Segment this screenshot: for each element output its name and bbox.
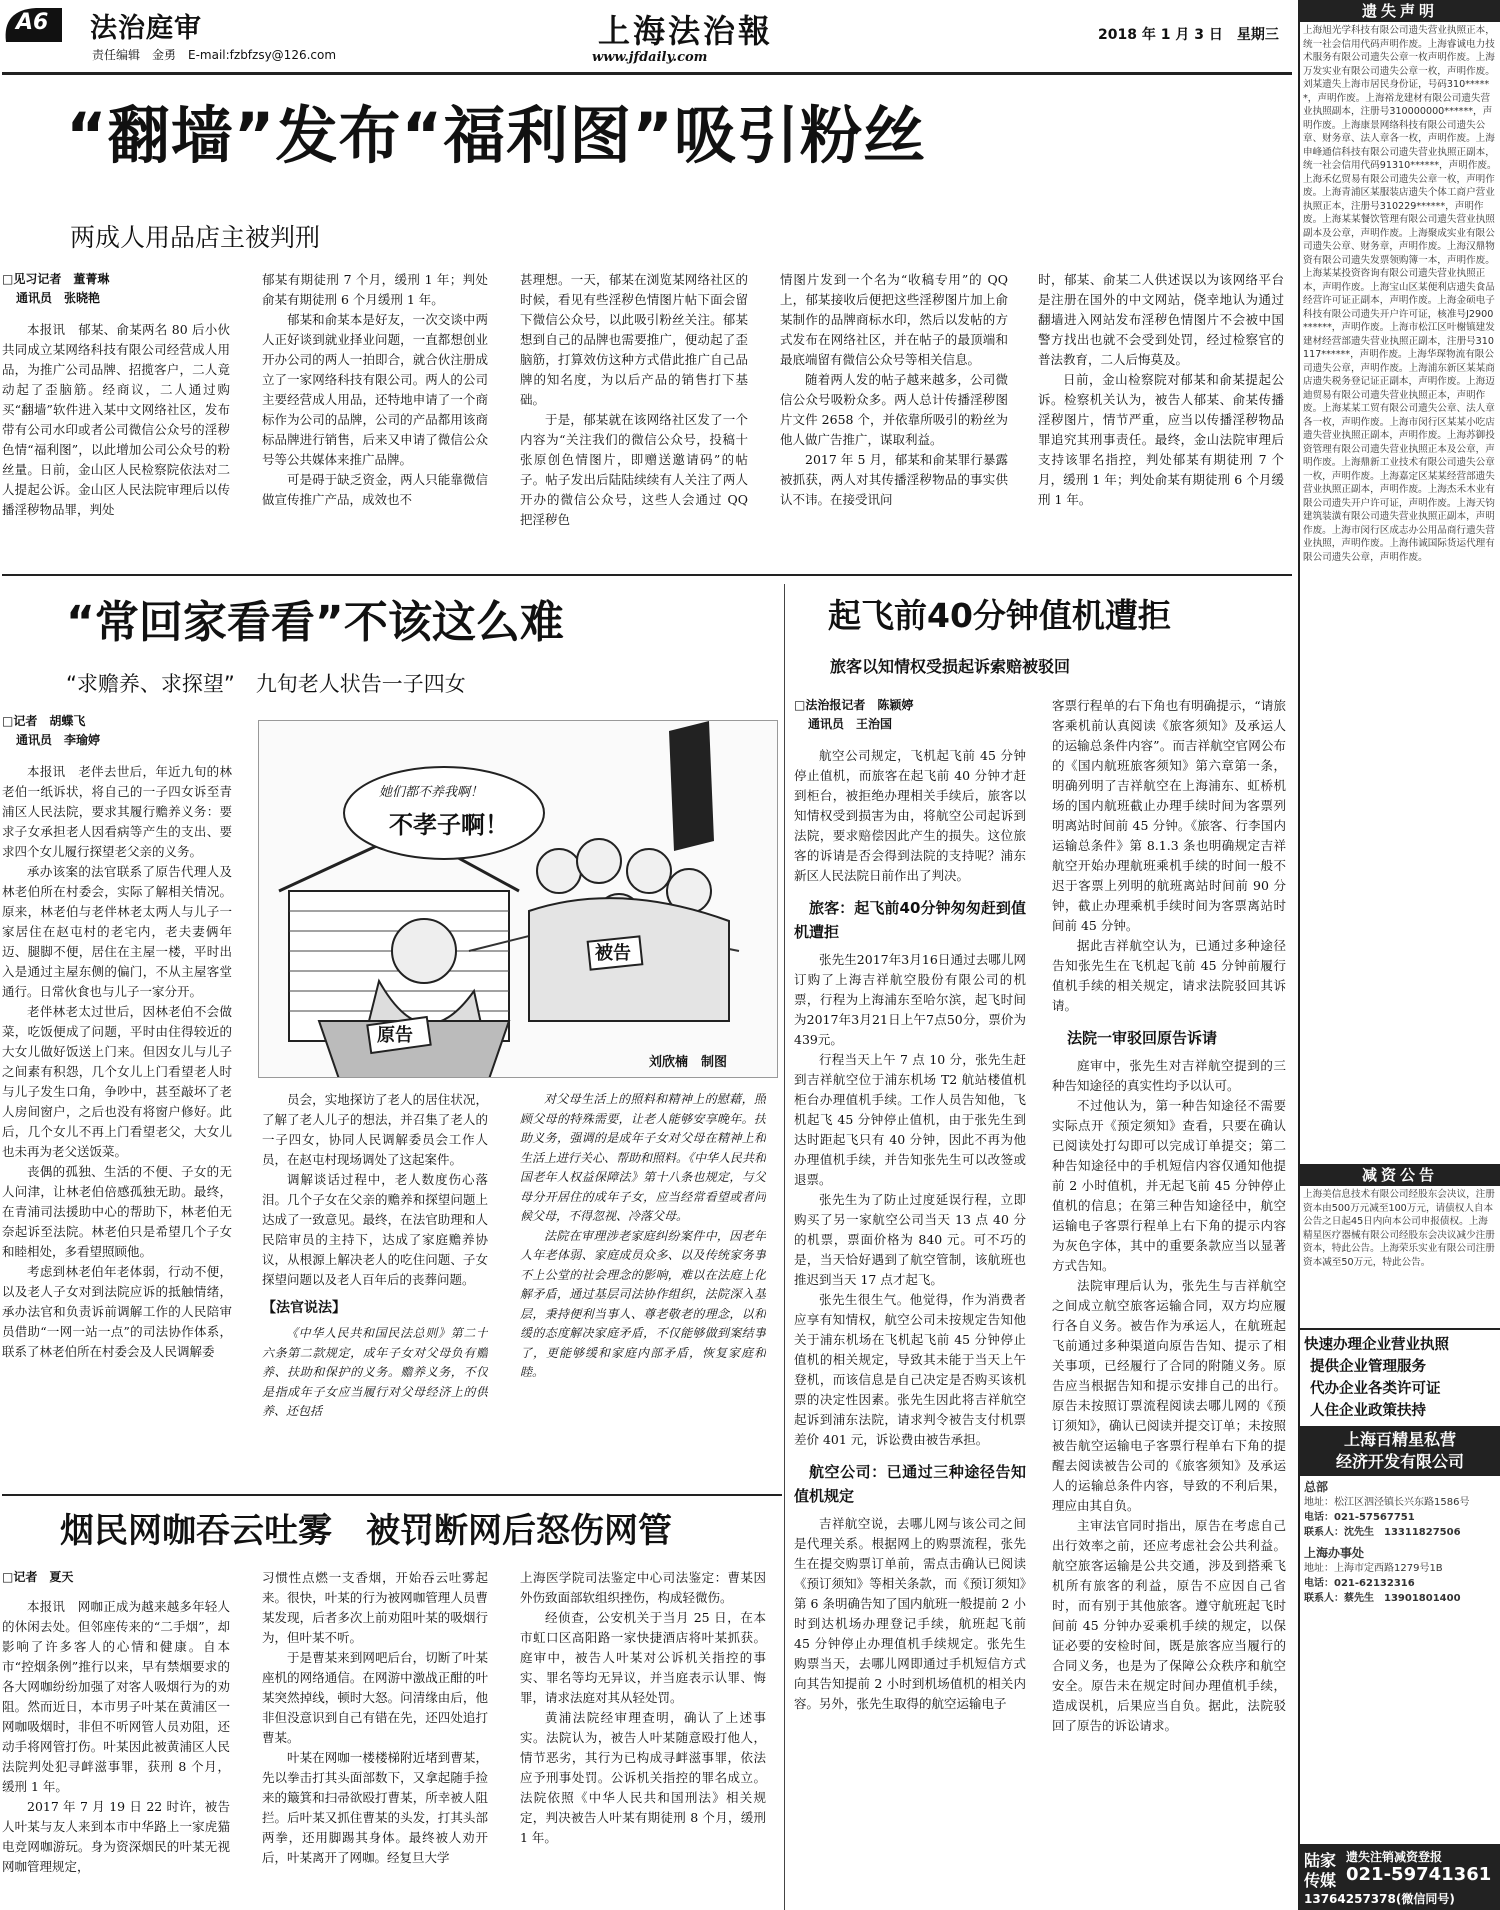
article3-subhead-court: 法院一审驳回原告诉请 [1067, 1029, 1218, 1047]
paragraph: 经侦查，公安机关于当月 25 日，在本市虹口区高阳路一家快捷酒店将叶某抓获。庭审中，被告人叶某对公诉机关指控的事实、罪名等均无异议，并当庭表示认罪、悔罪，请求法庭对其从轻处罚。 [520, 1610, 766, 1705]
paragraph: 张先生很生气。他觉得，作为消费者应享有知情权，航空公司未按规定告知他关于浦东机场在飞机起飞前 45 分钟停止值机的相关规定，导致其未能于当天上午登机，而该信息是自己决定是否购买该机票的决定性因素。张先生因此将吉祥航空起诉到浦东法院，请求判令被告支付机票差价 401 元，诉讼费由被告承担。 [794, 1292, 1026, 1447]
article1-title: “翻墙”发布“福利图”吸引粉丝 [66, 99, 926, 172]
article1-col3: 甚理想。一天，郁某在浏览某网络社区的时候，看见有些淫秽色情图片帖下面会留下微信公众号，以此吸引粉丝关注。郁某想到自己的品牌也需要推广，便动起了歪脑筋，打算效仿这种方式借此推广自己品牌的知名度，为以后产品的销售打下基础。 于是，郁某就在该网络社区发了一个内容为“关注我们的微信公众号，投稿十张原创色情图片，即赠送邀请码”的帖子。帖子发出后陆陆续续有人关注了两人开办的微信公众号，这些人会通过 QQ 把淫秽色 [520, 272, 748, 527]
article4-col1 [2, 1568, 230, 1910]
lost-notice-text: 上海旭光学科技有限公司遗失营业执照正本，统一社会信用代码声明作废。上海睿诚电力技术服务有限公司遗失公章一枚声明作废。上海万发实业有限公司遗失公章一枚，声明作废。刘某遗失上海市居民身份证，号码310******，声明作废。上海裕龙建材有限公司遗失营业执照副本，注册号310000000******，声明作废。上海康景网络科技有限公司遗失公章、财务章、法人章各一枚，声明作废。上海申峰通信科技有限公司遗失营业执照正副本，统一社会信用代码91310******，声明作废。上海禾亿贸易有限公司遗失公章一枚，声明作废。上海青浦区某服装店遗失个体工商户营业执照正本，注册号310229******，声明作废。上海某某餐饮管理有限公司遗失营业执照副本及公章，声明作废。上海聚成实业有限公司遗失公章、财务章，声明作废。上海汉鼎物资有限公司遗失发票领购簿一本，声明作废。上海某某投资咨询有限公司遗失营业执照正本，声明作废。上海宝山区某便利店遗失食品经营许可证正副本，声明作废。上海金硕电子科技有限公司遗失开户许可证，核准号J2900******，声明作废。上海市松江区叶榭镇建发建材经营部遗失营业执照正副本，注册号310117******，声明作废。上海华琛物流有限公司遗失公章，声明作废。上海浦东新区某某商店遗失税务登记证正副本，声明作废。上海迈迪贸易有限公司遗失营业执照正本，声明作废。上海某某工贸有限公司遗失公章、法人章各一枚，声明作废。上海市闵行区某某小吃店遗失营业执照正副本，声明作废。上海苏御投资管理有限公司遗失营业执照正本及公章，声明作废。上海鼎新工业技术有限公司遗失公章一枚，声明作废。上海嘉定区某某经营部遗失营业执照正副本，声明作废。上海杰禾木业有限公司遗失开户许可证，声明作废。上海天钧建筑装潢有限公司遗失营业执照正副本，声明作废。上海市闵行区成志办公用品商行遗失营业执照，声明作废。上海伟诚国际货运代理有限公司遗失公章，声明作废。 [1303, 25, 1497, 563]
article1-byline-reporter: □见习记者 董菁琳 [2, 272, 110, 286]
paragraph: 客票行程单的右下角也有明确提示，“请旅客乘机前认真阅读《旅客须知》及承运人的运输总条件内容”。而吉祥航空官网公布的《国内航班旅客须知》第六章第一条，明确列明了吉祥航空在上海浦东、虹桥机场的国内航班截止办理手续时间为客票列明离站时间前 45 分钟。《旅客、行李国内运输总条件》第 8.1.3 条也明确规定吉祥航空开始办理航班乘机手续的时间一般不迟于客票上列明的航班离站时间前 90 分钟，截止办理乘机手续时间为客票离站时间前 45 分钟。 [1052, 698, 1286, 933]
paragraph: 叶某在网咖一楼楼梯附近堵到曹某，先以拳击打其头面部数下，又拿起随手捡来的簸箕和扫帚欲殴打曹某，所幸被人阻拦。后叶某又抓住曹某的头发，打其头部两拳，还用脚踢其身体。最终被人劝开后，叶某离开了网咖。经复旦大学 [262, 1750, 488, 1865]
article3-subhead-passenger: 旅客：起飞前40分钟匆匆赶到值机遭拒 [794, 899, 1026, 941]
article1-col4: 情图片发到一个名为“收稿专用”的 QQ 上，郁某接收后便把这些淫秽图片加上俞某制作的品牌商标水印，然后以发帖的方式发布在网络社区，并在帖子的最顶端和最底端留有微信公众号等相关信息。 随着两人发的帖子越来越多，公司微信公众号吸粉众多。两人总计传播淫秽图片文件 2658 个，并依靠所吸引的粉丝为他人做广告推广，谋取利益。 2017 年 5 月，郁某和俞某罪行暴露被抓获，两人对其传播淫秽物品的事实供认不讳。在接受讯问 [780, 272, 1008, 507]
paragraph: 据此吉祥航空认为，已通过多种途径告知张先生在飞机起飞前 45 分钟前履行值机手续的相关规定，请求法院驳回其诉请。 [1052, 938, 1286, 1013]
judge-notes-heading: 【法官说法】 [262, 1300, 346, 1316]
article4-col2 [262, 1568, 488, 1910]
issue-date: 2018 年 1 月 3 日 星期三 [1098, 27, 1279, 43]
article1-lead: 本报讯 郁某、俞某两名 80 后小伙共同成立某网络科技有限公司经营成人用品，为推广公司品牌、招揽客户，二人竟动起了歪脑筋。经商议，二人通过购买“翻墙”软件进入某中文网络社区，发布带有公司水印或者公司微信公众号的淫秽色情“福利图”，以此增加公司公众号的粉丝量。日前，金山区人民检察院依法对二人提起公诉。金山区人民法院审理后以传播淫秽物品罪，判处 [2, 322, 230, 517]
cartoon-tag-plaintiff: 原告 [377, 1025, 413, 1046]
capital-reduction-header: 减资公告 [1300, 1164, 1500, 1186]
editor-line: 责任编辑 金勇 E-mail:fzbfzsy@126.com [92, 48, 337, 62]
cartoon-drawing [259, 721, 778, 1078]
article1-byline-correspondent: 通讯员 张晓艳 [16, 291, 101, 305]
paragraph: 于是曹某来到网吧后台，切断了叶某座机的网络通信。在网游中激战正酣的叶某突然掉线，顿时大怒。问清缘由后，他非但没意识到自己有错在先，还四处追打曹某。 [262, 1650, 488, 1745]
article2-body [2, 762, 232, 1362]
masthead: 上海法治報 [598, 12, 774, 50]
paragraph: 不过他认为，第一种告知途径不需要实际点开《预定须知》查看，只要在确认已阅读处打勾即可以完成订单提交；第二种告知途径中的手机短信内容仅通知他提前 2 小时值机，并无起飞前 45 分钟停止值机的信息；在第三种告知途径中，航空运输电子客票行程单上右下角的提示内容为灰色字体，其中的重要条款应当以显著方式告知。 [1052, 1098, 1286, 1273]
article3-byline-correspondent: 通讯员 王治国 [808, 717, 893, 731]
paragraph: 调解谈话过程中，老人数度伤心落泪。几个子女在父亲的赡养和探望问题上达成了一致意见。最终，在法官助理和人民陪审员的主持下，达成了家庭赡养协议，从根源上解决老人的吃住问题、子女探望问题以及老人百年后的丧葬问题。 [262, 1172, 488, 1287]
paragraph: 行程当天上午 7 点 10 分，张先生赶到吉祥航空位于浦东机场 T2 航站楼值机柜台办理值机手续。工作人员告知他，飞机起飞 45 分钟停止值机，由于张先生到达时距起飞只有 40 分钟，因此不再为他办理值机手续，并告知张先生可以改签或退票。 [794, 1052, 1026, 1187]
paragraph: 本报讯 网咖正成为越来越多年轻人的休闲去处。但邻座传来的“二手烟”，却影响了许多客人的心情和健康。自本市“控烟条例”推行以来，早有禁烟要求的各大网咖纷纷加强了对客人吸烟行为的劝阻。然而近日，本市男子叶某在黄浦区一网咖吸烟时，非但不听网管人员劝阻，还动手将网管打伤。叶某因此被黄浦区人民法院判处犯寻衅滋事罪，获刑 8 个月，缓刑 1 年。 [2, 1599, 230, 1794]
ad-contacts: 总部 地址：松江区泗泾镇长兴东路1586号 电话：021-57567751 联系人：沈先生 13311827506 上海办事处 地址：上海市定西路1279号1B 电话：021-62132316 联系人：蔡先生 13901801400 [1304, 1480, 1470, 1604]
page-number-badge [2, 4, 62, 44]
judge-notes-p1: 《中华人民共和国民法总则》第二十六条第二款规定，成年子女对父母负有赡养、扶助和保护的义务。赡养义务，不仅是指成年子女应当履行对父母经济上的供养、还包括 [262, 1326, 488, 1418]
paragraph: 考虑到林老伯年老体弱，行动不便，以及老人子女对到法院应诉的抵触情绪，承办法官和负责诉前调解工作的人民陪审员借助“一网一站一点”的司法协作体系，联系了林老伯所在村委会及人民调解委 [2, 1264, 232, 1359]
article3-col2 [1052, 696, 1286, 1910]
paragraph: 丧偶的孤独、生活的不便、子女的无人问津，让林老伯倍感孤独无助。最终，在青浦司法援助中心的帮助下，林老伯无奈起诉至法院。林老伯只是希望几个子女和睦相处，多看望照顾他。 [2, 1164, 232, 1259]
article2-title: “常回家看看”不该这么难 [66, 597, 564, 648]
article3-title: 起飞前40分钟值机遭拒 [828, 596, 1171, 635]
capital-reduction-text: 上海美信息技术有限公司经股东会决议，注册资本由500万元减至100万元，请债权人自本公告之日起45日内向本公司申报债权。上海精星医疗器械有限公司经股东会决议减少注册资本，特此公告。上海荣乐实业有限公司注册资本减至50万元，特此公告。 [1303, 1189, 1495, 1268]
lost-notice-header: 遗失声明 [1300, 0, 1500, 22]
article2-cartoon [258, 720, 778, 1078]
ad-company-banner: 上海百精星私营 经济开发有限公司 [1300, 1426, 1500, 1476]
cartoon-credit: 刘欣楠 制图 [649, 1055, 728, 1070]
website: www.jfdaily.com [592, 50, 708, 65]
paragraph: 张先生2017年3月16日通过去哪儿网订购了上海吉祥航空股份有限公司的机票，行程为上海浦东至哈尔滨，起飞时间为2017年3月21日上午7点50分，票价为439元。 [794, 952, 1026, 1047]
cartoon-bubble-text-1: 她们都不养我啊！ [379, 785, 484, 800]
paragraph: 习惯性点燃一支香烟，开始吞云吐雾起来。很快，叶某的行为被网咖管理人员曹某发现，后者多次上前劝阻叶某的吸烟行为，但叶某不听。 [262, 1570, 488, 1645]
section-name: 法治庭审 [90, 13, 202, 44]
article2-byline-correspondent: 通讯员 李瑜婷 [16, 733, 101, 747]
header-rule [2, 72, 1292, 75]
classifieds-sidebar [1298, 0, 1500, 1910]
article1-col5: 时，郁某、俞某二人供述误以为该网络平台是注册在国外的中文网站，侥幸地认为通过翻墙进入网站发布淫秽色情图片不会被中国警方找出也就不会受到处罚，经过检察官的普法教育，二人后悔莫及。 日前，金山检察院对郁某和俞某提起公诉。检察机关认为，被告人郁某、俞某传播淫秽图片，情节严重，应当以传播淫秽物品罪追究其刑事责任。最终，金山法院审理后支持该罪名指控，判处郁某有期徒刑 7 个月，缓刑 1 年；判处俞某有期徒刑 6 个月缓刑 1 年。 [1038, 272, 1284, 507]
service-ad: 快速办理企业营业执照 提供企业管理服务 代办企业各类许可证 人住企业政策扶持 [1300, 1328, 1500, 1426]
paragraph: 主审法官同时指出，原告在考虑自己出行效率之前，还应考虑社会公共利益。航空旅客运输是公共交通，涉及到搭乘飞机所有旅客的利益，原告不应因自己省时，而有别于其他旅客。遵守航班起飞时间前 45 分钟办妥乘机手续的规定，以保证必要的安检时间，既是旅客应当履行的合同义务，也是为了保障公众秩序和航空安全。原告未在规定时间办理值机手续，造成误机，后果应当自负。据此，法院驳回了原告的诉讼请求。 [1052, 1518, 1286, 1733]
paragraph: 本报讯 老伴去世后，年近九旬的林老伯一纸诉状，将自己的一子四女诉至青浦区人民法院，要求其履行赡养义务：要求子女承担老人因看病等产生的支出、要求四个女儿履行探望老父亲的义务。 [2, 764, 232, 859]
article3-subhead-airline: 航空公司：已通过三种途径告知值机规定 [794, 1463, 1026, 1505]
paragraph: 庭审中，张先生对吉祥航空提到的三种告知途径的真实性均予以认可。 [1052, 1058, 1286, 1093]
article3-subtitle: 旅客以知情权受损起诉索赔被驳回 [830, 657, 1071, 676]
paragraph: 老伴林老太过世后，因林老伯不会做菜，吃饭便成了问题，平时由住得较近的大女儿做好饭送上门来。但因女儿与儿子之间素有积怨，几个女儿上门看望老人时与儿子发生口角，争吵中，甚至敲坏了老人房间窗户，之后也没有将窗户修好。此后，几个女儿不再上门看望老父，大女儿也未再为老父送饭菜。 [2, 1004, 232, 1159]
cartoon-bubble-text-2: 不孝子啊！ [389, 810, 509, 839]
paragraph: 张先生为了防止过度延误行程，立即购买了另一家航空公司当天 13 点 40 分的机票，票面价格为 840 元。可不巧的是，当天恰好遇到了航空管制，该航班也推迟到当天 17 点才起飞。 [794, 1192, 1026, 1287]
article2-col1 [2, 712, 232, 1482]
article3-left-rule [784, 584, 785, 1910]
article3-byline-reporter: □法治报记者 陈颖婷 [794, 698, 914, 712]
article2-col3 [520, 1090, 766, 1482]
article1-bottom-rule [2, 574, 1292, 576]
ad-footer: 陆家 传媒 遗失注销减资登报 021-59741361 13764257378(微信同号) [1300, 1844, 1500, 1910]
article2-col2 [262, 1090, 488, 1482]
paragraph: 上海医学院司法鉴定中心司法鉴定：曹某因外伤致面部软组织挫伤，构成轻微伤。 [520, 1570, 766, 1605]
article3-col1: □法治报记者 陈颖婷 通讯员 王治国 航空公司规定，飞机起飞前 45 分钟停止值机，而旅客在起飞前 40 分钟才赶到柜台，被拒绝办理相关手续后，旅客以知情权受到损害为由，将航空公司起诉到法院，要求赔偿因此产生的损失。这位旅客的诉请是否会得到法院的支持呢？浦东新区人民法院日前作出了判决。 旅客：起飞前40分钟匆匆赶到值机遭拒 张先生2017年3月16日通过去哪儿网订购了上海吉祥航空股份有限公司的机票，行程为上海浦东至哈尔滨，起飞时间为2017年3月21日上午7点50分，票价为439元。 行程当天上午 7 点 10 分，张先生赶到吉祥航空位于浦东机场 T2 航站楼值机柜台办理值机手续。工作人员告知他，飞机起飞 45 分钟停止值机，由于张先生到达时距起飞只有 40 分钟，因此不再为他办理值机手续，并告知张先生可以改签或退票。 张先生为了防止过度延误行程，立即购买了另一家航空公司当天 13 点 40 分的机票，票面价格为 840 元。可不巧的是，当天恰好遇到了航空管制，该航班也推迟到当天 17 点才起飞。 张先生很生气。他觉得，作为消费者应享有知情权，航空公司未按规定告知他关于浦东机场在飞机起飞前 45 分钟停止值机的相关规定，导致其未能于当天上午登机，而该信息是自己决定是否购买该机票的决定性因素。张先生因此将吉祥航空起诉到浦东法院，请求判令被告支付机票差价 401 元，诉讼费由被告承担。 航空公司：已通过三种途径告知值机规定 吉祥航空说，去哪儿网与该公司之间是代理关系。根据网上的购票流程，张先生在提交购票订单前，需点击确认已阅读《预订须知》等相关条款，而《预订须知》第 6 条明确告知了国内航班一般提前 2 小时到达机场办理登记手续，航班起飞前 45 分钟停止办理值机手续规定。张先生购票当天，去哪儿网即通过手机短信方式向其告知提前 2 小时到机场值机的相关内容。另外，张先生取得的航空运输电子 [794, 696, 1026, 1910]
paragraph: 黄浦法院经审理查明，确认了上述事实。法院认为，被告人叶某随意殴打他人，情节恶劣，其行为已构成寻衅滋事罪，依法应予刑事处罚。公诉机关指控的罪名成立。法院依照《中华人民共和国刑法》相关规定，判决被告人叶某有期徒刑 8 个月，缓刑 1 年。 [520, 1710, 766, 1845]
page-number: A6 [16, 10, 49, 35]
article2-subtitle: “求赡养、求探望” 九旬老人状告一子四女 [66, 672, 466, 696]
paragraph: 法院审理后认为，张先生与吉祥航空之间成立航空旅客运输合同，双方均应履行各自义务。被告作为承运人，在航班起飞前通过多种渠道向原告告知、提示了相关事项，已经履行了合同的附随义务。原告应当根据告知和提示安排自己的出行。原告未按照订票流程阅读去哪儿网的《预订须知》，确认已阅读并提交订单；未按照被告航空运输电子客票行程单右下角的提醒去阅读被告公司的《旅客须知》及承运人的运输总条件内容，导致的不利后果，理应由其自负。 [1052, 1278, 1286, 1513]
cartoon-tag-defendant: 被告 [595, 943, 631, 964]
article1-subtitle: 两成人用品店主被判刑 [70, 223, 321, 252]
paragraph: 吉祥航空说，去哪儿网与该公司之间是代理关系。根据网上的购票流程，张先生在提交购票订单前，需点击确认已阅读《预订须知》等相关条款，而《预订须知》第 6 条明确告知了国内航班一般提前 2 小时到达机场办理登记手续，航班起飞前 45 分钟停止办理值机手续规定。张先生购票当天，去哪儿网即通过手机短信方式向其告知提前 2 小时到机场值机的相关内容。另外，张先生取得的航空运输电子 [794, 1516, 1026, 1711]
paragraph: 承办该案的法官联系了原告代理人及林老伯所在村委会，实际了解相关情况。原来，林老伯与老伴林老太两人与儿子一家居住在赵屯村的老宅内，老夫妻俩年迈、腿脚不便，居住在主屋一楼，平时出入是通过主屋东侧的偏门，不从主屋客堂通行。日常伙食也与儿子一家分开。 [2, 864, 232, 999]
article2-byline-reporter: □记者 胡蝶飞 [2, 714, 86, 728]
paragraph: 法院在审理涉老家庭纠纷案件中，因老年人年老体弱、家庭成员众多、以及传统家务事不上公堂的社会理念的影响，难以在法庭上化解矛盾，通过基层司法协作组织，法院深入基层，秉持便利当事人、尊老敬老的理念，以和缓的态度解决家庭矛盾，不仅能够做到案结事了，更能够缓和家庭内部矛盾，恢复家庭和睦。 [520, 1228, 766, 1379]
article1-col1 [2, 270, 230, 560]
article1-col2: 郁某有期徒刑 7 个月，缓刑 1 年；判处俞某有期徒刑 6 个月缓刑 1 年。 郁某和俞某本是好友，一次交谈中两人正好谈到就业择业问题，一直都想创业开办公司的两人一拍即合，就合伙注册成立了一家网络科技有限公司。两人的公司主要经营成人用品，还特地申请了一个商标作为公司的品牌，公司的产品都用该商标品牌进行销售，后来又申请了微信公众号等公共媒体来推广品牌。 可是碍于缺乏资金，两人只能靠微信做宣传推广产品，成效也不 [262, 272, 488, 507]
article4-top-rule [2, 1494, 782, 1496]
paragraph: 对父母生活上的照料和精神上的慰藉，照顾父母的特殊需要，让老人能够安享晚年。扶助义务，强调的是成年子女对父母在精神上和生活上进行关心、帮助和照料。《中华人民共和国老年人权益保障法》第十八条也规定，与父母分开居住的成年子女，应当经常看望或者问候父母，不得忽视、冷落父母。 [520, 1092, 766, 1223]
paragraph: 2017 年 7 月 19 日 22 时许，被告人叶某与友人来到本市中华路上一家虎猫电竞网咖游玩。身为资深烟民的叶某无视网咖管理规定， [2, 1799, 230, 1874]
article4-byline-reporter: □记者 夏天 [2, 1570, 74, 1584]
article4-col3 [520, 1568, 766, 1910]
paragraph: 员会，实地探访了老人的居住状况，了解了老人儿子的想法，并召集了老人的一子四女，协同人民调解委员会工作人员，在赵屯村现场调处了这起案件。 [262, 1092, 488, 1167]
article4-title: 烟民网咖吞云吐雾 被罚断网后怒伤网管 [60, 1511, 672, 1551]
